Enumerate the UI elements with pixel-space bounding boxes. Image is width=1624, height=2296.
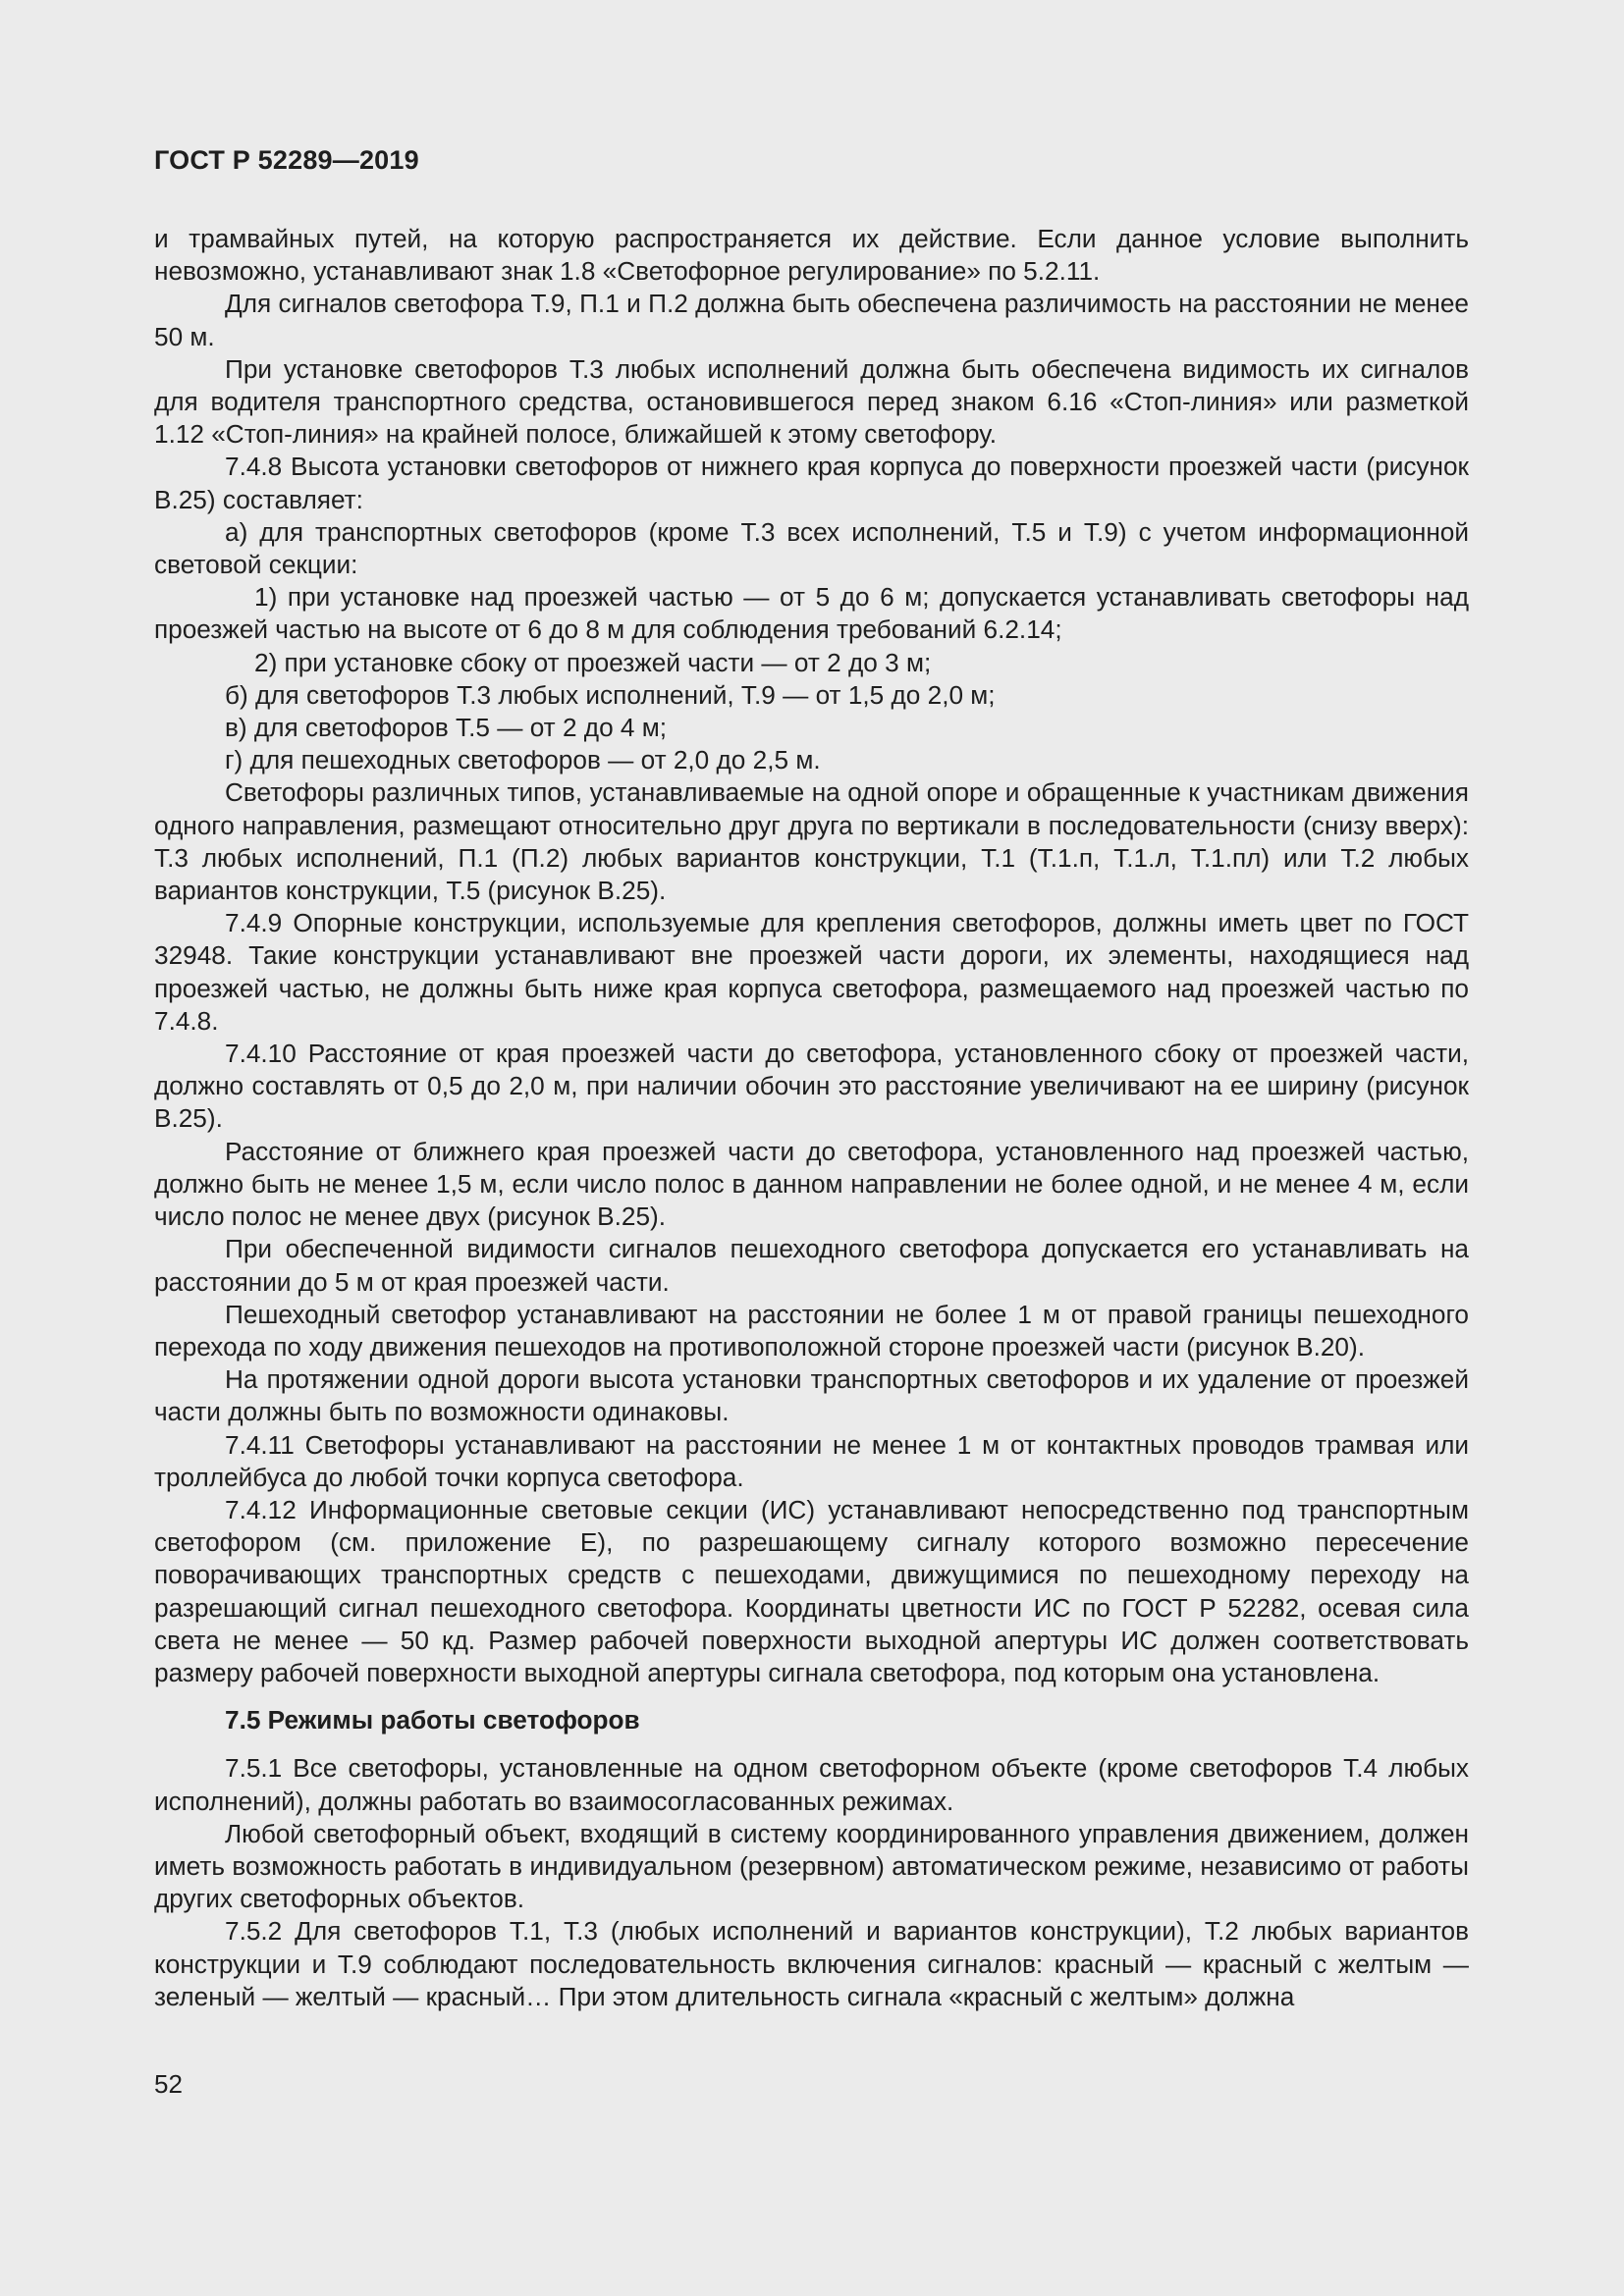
paragraph: Расстояние от ближнего края проезжей части до светофора, установленного над проезжей частью, должно быть не менее 1,5 м, если число полос в данном направлении не более одной, и не менее 4 м, если число полос не менее двух (рисунок В.25). xyxy=(154,1136,1469,1232)
clause-7-5-1: 7.5.1 Все светофоры, установленные на одном светофорном объекте (кроме светофоров Т.4 любых исполнений), должны работать во взаимосогласованных режимах. xyxy=(154,1753,1469,1816)
clause-7-4-12: 7.4.12 Информационные световые секции (ИС) устанавливают непосредственно под транспортным светофором (см. приложение Е), по разрешающему сигналу которого возможно пересечение поворачивающих транспортных средств с пешеходами, движущимися по пешеходному переходу на разрешающий сигнал пешеходного светофора. Координаты цветности ИС по ГОСТ Р 52282, осевая сила света не менее — 50 кд. Размер рабочей поверхности выходной апертуры ИС должен соответствовать размеру рабочей поверхности выходной апертуры сигнала светофора, под которым она установлена. xyxy=(154,1494,1469,1687)
clause-7-4-10: 7.4.10 Расстояние от края проезжей части до светофора, установленного сбоку от проезжей части, должно составлять от 0,5 до 2,0 м, при наличии обочин это расстояние увеличивают на ее ширину (рисунок В.25). xyxy=(154,1039,1469,1134)
paragraph: Для сигналов светофора Т.9, П.1 и П.2 должна быть обеспечена различимость на расстоянии не менее 50 м. xyxy=(154,289,1469,351)
paragraph: Пешеходный светофор устанавливают на расстоянии не более 1 м от правой границы пешеходного перехода по ходу движения пешеходов на противоположной стороне проезжей части (рисунок В.20). xyxy=(154,1299,1469,1362)
page-number: 52 xyxy=(154,2069,183,2099)
clause-7-4-11: 7.4.11 Светофоры устанавливают на расстоянии не менее 1 м от контактных проводов трамвая или троллейбуса до любой точки корпуса светофора. xyxy=(154,1429,1469,1492)
list-item-v: в) для светофоров Т.5 — от 2 до 4 м; xyxy=(225,713,668,743)
clause-7-5-2: 7.5.2 Для светофоров Т.1, Т.3 (любых исполнений и вариантов конструкции), Т.2 любых вариантов конструкции и Т.9 соблюдают последовательность включения сигналов: красный — красный с желтым — зеленый — желтый — красный… При этом длительность сигнала «красный с желтым» должна xyxy=(154,1916,1469,2011)
clause-7-4-8: 7.4.8 Высота установки светофоров от нижнего края корпуса до поверхности проезжей части (рисунок В.25) составляет: xyxy=(154,452,1469,514)
list-subitem-1: 1) при установке над проезжей частью — от 5 до 6 м; допускается устанавливать светофоры над проезжей частью на высоте от 6 до 8 м для соблюдения требований 6.2.14; xyxy=(154,582,1469,645)
document-body xyxy=(154,223,1469,2013)
paragraph: При обеспеченной видимости сигналов пешеходного светофора допускается его устанавливать на расстоянии до 5 м от края проезжей части. xyxy=(154,1234,1469,1297)
paragraph-continuation: и трамвайных путей, на которую распространяется их действие. Если данное условие выполнить невозможно, устанавливают знак 1.8 «Светофорное регулирование» по 5.2.11. xyxy=(154,224,1469,287)
paragraph: При установке светофоров Т.3 любых исполнений должна быть обеспечена видимость их сигналов для водителя транспортного средства, остановившегося перед знаком 6.16 «Стоп-линия» или разметкой 1.12 «Стоп-линия» на крайней полосе, ближайшей к этому светофору. xyxy=(154,353,1469,450)
list-subitem-2: 2) при установке сбоку от проезжей части — от 2 до 3 м; xyxy=(254,647,932,677)
list-item-g: г) для пешеходных светофоров — от 2,0 до 2,5 м. xyxy=(225,745,821,775)
document-header: ГОСТ Р 52289—2019 xyxy=(154,145,419,175)
paragraph: Светофоры различных типов, устанавливаемые на одной опоре и обращенные к участникам движения одного направления, размещают относительно друг друга по вертикали в последовательности (снизу вверх): Т.3 любых исполнений, П.1 (П.2) любых вариантов конструкции, Т.1 (Т.1.п, Т.1.л, Т.1.пл) или Т.2 любых вариантов конструкции, Т.5 (рисунок В.25). xyxy=(154,777,1469,906)
paragraph: На протяжении одной дороги высота установки транспортных светофоров и их удаление от проезжей части должны быть по возможности одинаковы. xyxy=(154,1364,1469,1427)
list-item-a: а) для транспортных светофоров (кроме Т.3 всех исполнений, Т.5 и Т.9) с учетом информационной световой секции: xyxy=(154,516,1469,580)
clause-7-4-9: 7.4.9 Опорные конструкции, используемые для крепления светофоров, должны иметь цвет по ГОСТ 32948. Такие конструкции устанавливают вне проезжей части дороги, их элементы, находящиеся над проезжей частью, не должны быть ниже края корпуса светофора, размещаемого над проезжей частью по 7.4.8. xyxy=(154,908,1469,1036)
section-title: 7.5 Режимы работы светофоров xyxy=(225,1705,640,1735)
list-item-b: б) для светофоров Т.3 любых исполнений, Т.9 — от 1,5 до 2,0 м; xyxy=(225,679,996,710)
paragraph: Любой светофорный объект, входящий в систему координированного управления движением, должен иметь возможность работать в индивидуальном (резервном) автоматическом режиме, независимо от работы других светофорных объектов. xyxy=(154,1818,1469,1914)
